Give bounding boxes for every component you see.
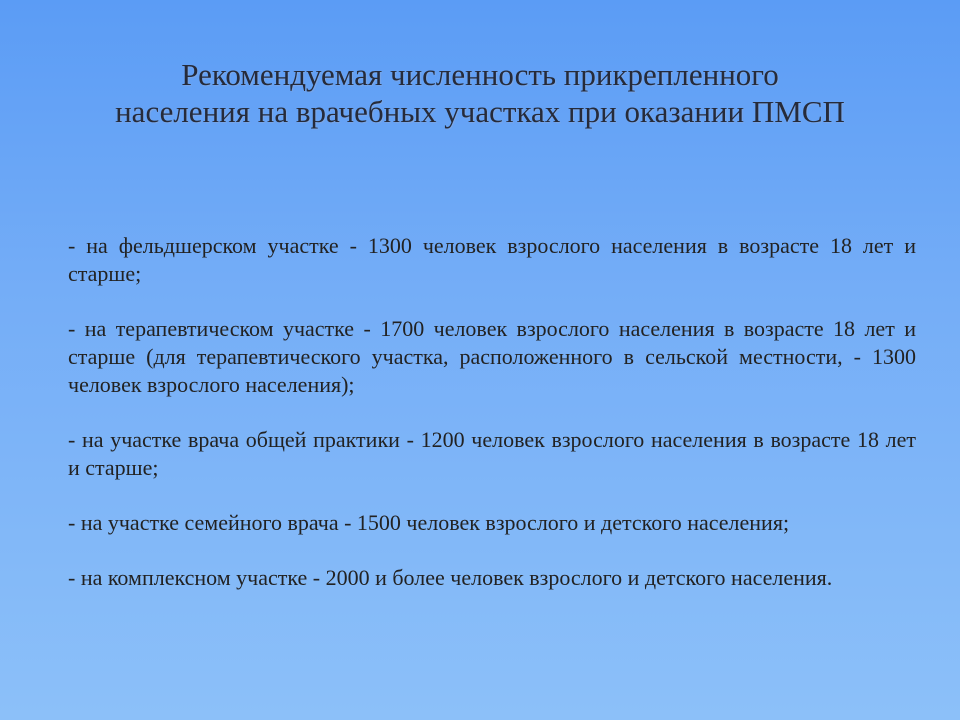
- list-item-feldsher: - на фельдшерском участке - 1300 человек взрослого населения в возрасте 18 лет и старше;: [68, 233, 916, 286]
- slide-title-line-2: населения на врачебных участках при оказании ПМСП: [115, 94, 845, 129]
- list-item-therapeutic: - на терапевтическом участке - 1700 человек взрослого населения в возрасте 18 лет и старше (для терапевтического участка, расположенного в сельской местности, - 1300 человек взрослого населения);: [68, 316, 916, 397]
- slide-title: [40, 56, 920, 130]
- list-item-general-practice: - на участке врача общей практики - 1200 человек взрослого населения в возрасте 18 лет и старше;: [68, 427, 916, 480]
- list-item-complex: - на комплексном участке - 2000 и более человек взрослого и детского населения.: [68, 565, 833, 590]
- list-item-family-doctor: - на участке семейного врача - 1500 человек взрослого и детского населения;: [68, 510, 790, 535]
- slide-body: [68, 232, 916, 619]
- slide-title-line-1: Рекомендуемая численность прикрепленного: [181, 57, 779, 92]
